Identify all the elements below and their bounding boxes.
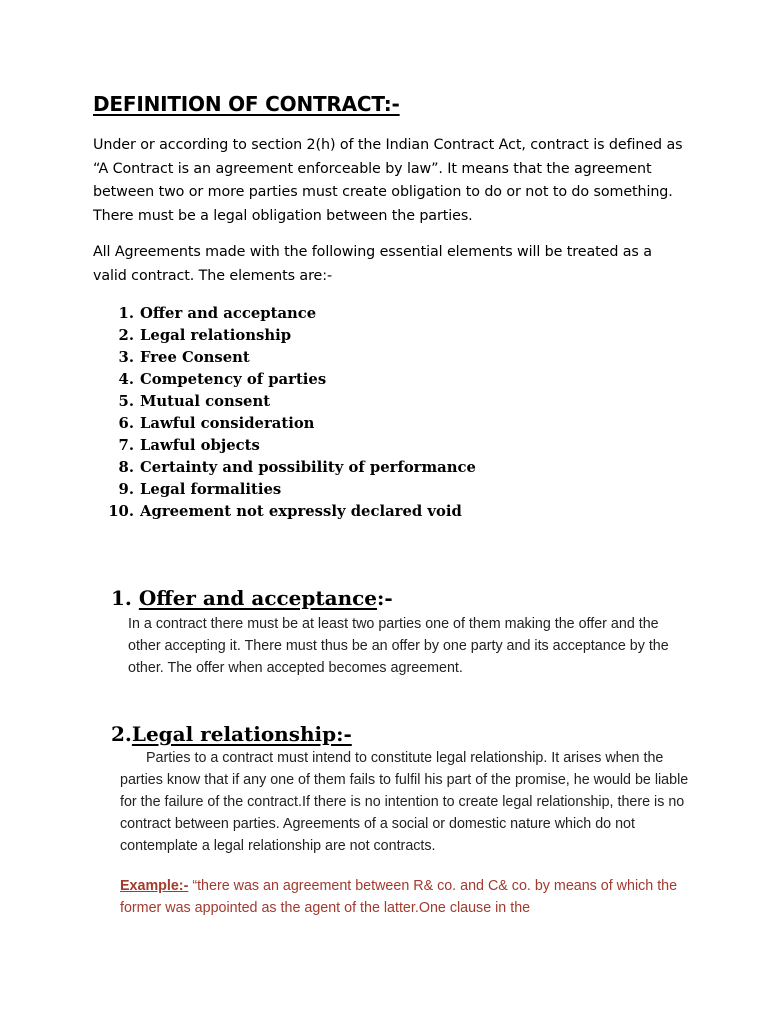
list-item bbox=[100, 501, 476, 523]
list-item-text: Legal relationship bbox=[140, 327, 292, 344]
list-item-text: Free Consent bbox=[140, 349, 250, 366]
list-item bbox=[100, 325, 476, 347]
list-item-number: 5. bbox=[118, 393, 134, 410]
list-item-number: 6. bbox=[118, 415, 134, 432]
list-item bbox=[100, 479, 476, 501]
example-paragraph bbox=[120, 875, 680, 919]
list-item-number: 3. bbox=[118, 349, 134, 366]
list-item bbox=[100, 435, 476, 457]
list-item bbox=[100, 369, 476, 391]
section-heading-text: Offer and acceptance bbox=[138, 586, 378, 610]
section-body-offer: In a contract there must be at least two parties one of them making the offer and the other accepting it. There must thus be an offer by one party and its acceptance by the other. The offer when accepted becomes agreement. bbox=[128, 616, 669, 676]
list-item-text: Certainty and possibility of performance bbox=[140, 459, 476, 476]
section-number: 1. bbox=[111, 586, 132, 610]
section-heading-legal bbox=[111, 720, 352, 748]
elements-list bbox=[100, 303, 476, 523]
list-item bbox=[100, 347, 476, 369]
list-item-text: Lawful objects bbox=[140, 437, 260, 454]
list-item-number: 8. bbox=[118, 459, 134, 476]
section-body-legal bbox=[120, 747, 690, 857]
example-text: “there was an agreement between R& co. and C& co. by means of which the former was appointed as the agent of the latter.One clause in the bbox=[120, 878, 678, 916]
example-label: Example:- bbox=[120, 878, 189, 894]
list-item-text: Legal formalities bbox=[140, 481, 282, 498]
list-item-text: Lawful consideration bbox=[140, 415, 315, 432]
list-item-text: Agreement not expressly declared void bbox=[140, 503, 462, 520]
list-item-text: Competency of parties bbox=[140, 371, 327, 388]
list-item bbox=[100, 413, 476, 435]
list-item-number: 4. bbox=[118, 371, 134, 388]
list-item-number: 2. bbox=[118, 327, 134, 344]
list-item bbox=[100, 391, 476, 413]
list-item-text: Mutual consent bbox=[140, 393, 271, 410]
list-item-number: 10. bbox=[108, 503, 134, 520]
section-heading-offer bbox=[111, 584, 393, 612]
list-item-number: 1. bbox=[118, 305, 134, 322]
document-title: DEFINITION OF CONTRACT:- bbox=[93, 92, 400, 116]
definition-paragraph: Under or according to section 2(h) of the Indian Contract Act, contract is defined as “A Contract is an agreement enforceable by law”. It means that the agreement between two or more parties must create obligation to do or not to do something. There must be a legal obligation between the parties. bbox=[93, 137, 683, 224]
list-item bbox=[100, 457, 476, 479]
section-body-legal-text: Parties to a contract must intend to constitute legal relationship. It arises when the parties know that if any one of them fails to fulfil his part of the promise, he would be liable for the failure of the contract.If there is no intention to create legal relationship, there is no contract between parties. Agreements of a social or domestic nature which do not contemplate a legal relationship are not contracts. bbox=[120, 750, 689, 854]
list-item-number: 7. bbox=[118, 437, 134, 454]
section-heading-text: Legal relationship:- bbox=[131, 722, 352, 746]
section-number: 2. bbox=[111, 722, 132, 746]
list-item bbox=[100, 303, 476, 325]
list-item-number: 9. bbox=[118, 481, 134, 498]
section-heading-suffix: :- bbox=[377, 586, 393, 610]
list-item-text: Offer and acceptance bbox=[140, 305, 317, 322]
elements-intro-paragraph: All Agreements made with the following essential elements will be treated as a valid contract. The elements are:- bbox=[93, 244, 652, 284]
